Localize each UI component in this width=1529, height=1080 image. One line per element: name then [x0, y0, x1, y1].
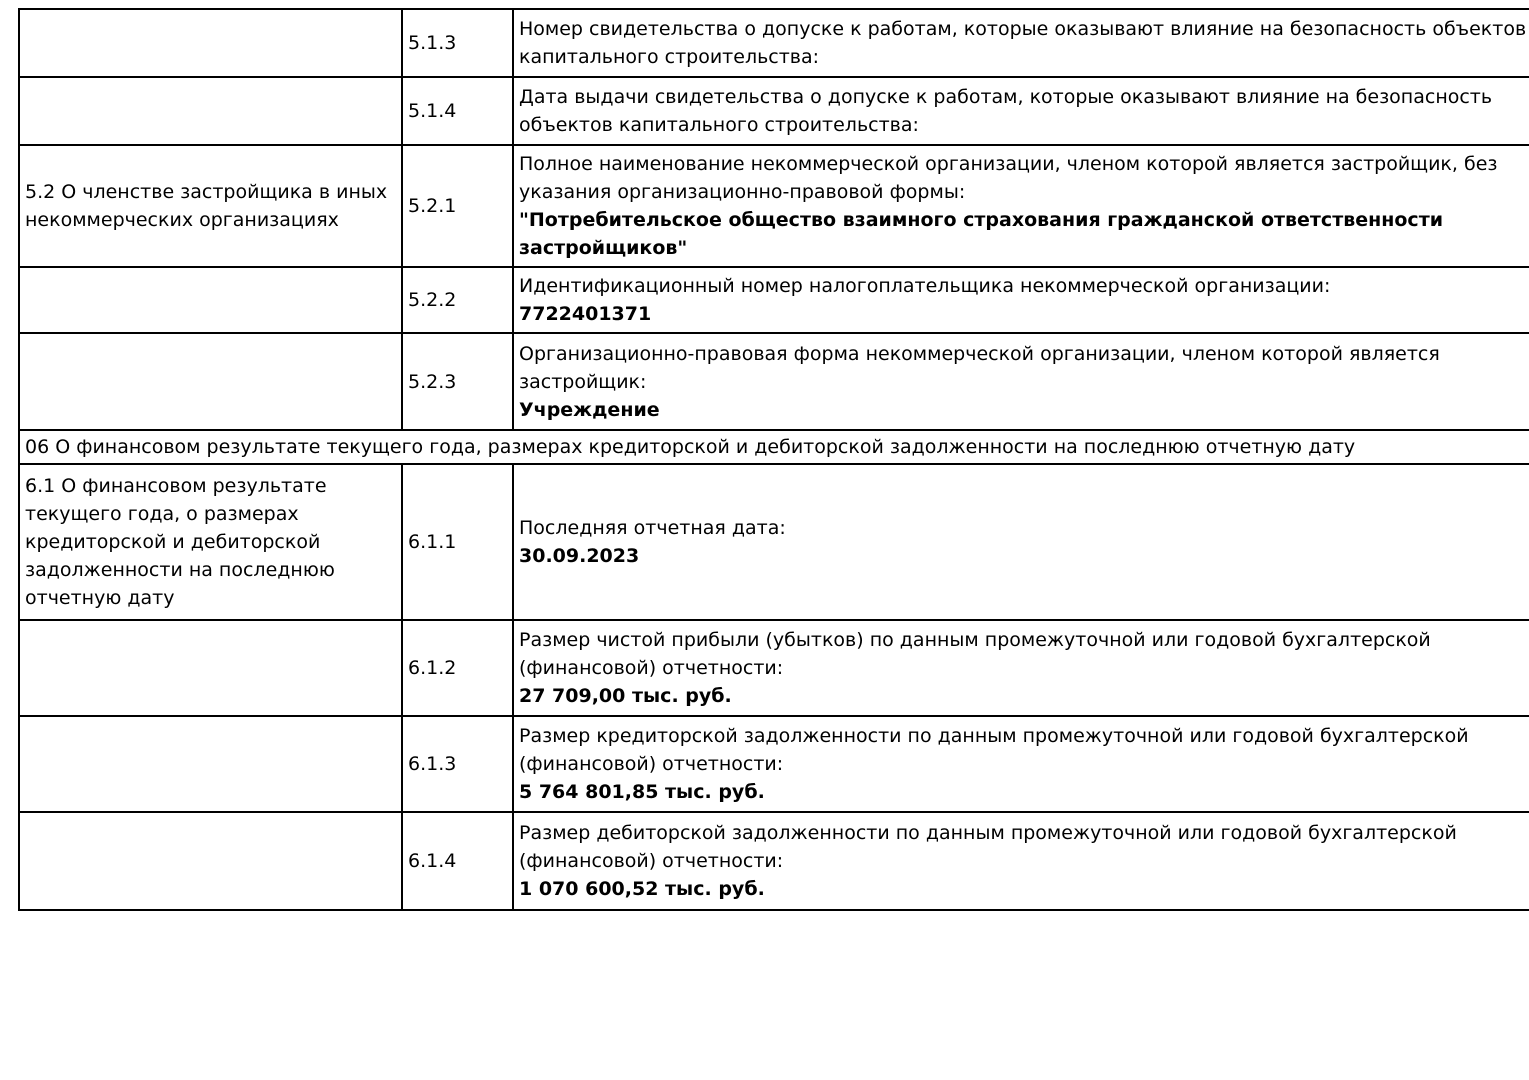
code-cell: 5.1.3	[402, 9, 513, 77]
content-cell	[513, 812, 1529, 910]
field-value: 30.09.2023	[519, 545, 640, 567]
section-cell	[19, 716, 402, 812]
field-label: Размер кредиторской задолженности по данным промежуточной или годовой бухгалтерской (финансовой) отчетности:	[519, 725, 1469, 775]
section-label: 6.1 О финансовом результате текущего года, о размерах кредиторской и дебиторской задолженности на последнюю отчетную дату	[25, 475, 335, 609]
section-cell	[19, 77, 402, 145]
code-cell: 6.1.3	[402, 716, 513, 812]
field-label: Идентификационный номер налогоплательщика некоммерческой организации:	[519, 275, 1331, 297]
field-label: Организационно-правовая форма некоммерческой организации, членом которой является застройщик:	[519, 342, 1440, 393]
field-value: Учреждение	[519, 398, 660, 421]
field-value: 1 070 600,52 тыс. руб.	[519, 878, 765, 900]
content-cell	[513, 716, 1529, 812]
section-cell	[19, 620, 402, 716]
content-cell	[513, 267, 1529, 333]
content-cell	[513, 9, 1529, 77]
section-06-header: 06 О финансовом результате текущего года, размерах кредиторской и дебиторской задолженности на последнюю отчетную дату	[19, 430, 1529, 464]
content-cell	[513, 145, 1529, 267]
field-value: 27 709,00 тыс. руб.	[519, 685, 732, 707]
field-label: Последняя отчетная дата:	[519, 517, 786, 539]
code-cell: 6.1.1	[402, 464, 513, 620]
section-cell	[19, 9, 402, 77]
table-row	[19, 464, 1529, 620]
section-cell	[19, 464, 402, 620]
code-cell: 5.2.3	[402, 333, 513, 430]
section-cell	[19, 333, 402, 430]
table-row	[19, 620, 1529, 716]
content-cell	[513, 620, 1529, 716]
table-row	[19, 77, 1529, 145]
content-cell	[513, 464, 1529, 620]
section-header-row	[19, 430, 1529, 464]
code-cell: 6.1.4	[402, 812, 513, 910]
table-row	[19, 333, 1529, 430]
section-cell	[19, 812, 402, 910]
section-cell	[19, 267, 402, 333]
code-cell: 5.1.4	[402, 77, 513, 145]
content-cell	[513, 333, 1529, 430]
code-cell: 5.2.2	[402, 267, 513, 333]
field-label: Дата выдачи свидетельства о допуске к работам, которые оказывают влияние на безопасность объектов капитального строительства:	[519, 86, 1493, 136]
section-cell	[19, 145, 402, 267]
table-row	[19, 812, 1529, 910]
disclosure-table	[18, 8, 1529, 911]
code-cell: 5.2.1	[402, 145, 513, 267]
table-row	[19, 267, 1529, 333]
field-label: Размер дебиторской задолженности по данным промежуточной или годовой бухгалтерской (финансовой) отчетности:	[519, 822, 1457, 872]
field-label: Полное наименование некоммерческой организации, членом которой является застройщик, без указания организационно-правовой формы:	[519, 153, 1498, 203]
section-label: 5.2 О членстве застройщика в иных некоммерческих организациях	[25, 181, 388, 231]
field-value: "Потребительское общество взаимного страхования гражданской ответственности застройщиков"	[519, 209, 1444, 259]
table-row	[19, 145, 1529, 267]
field-label: Номер свидетельства о допуске к работам, которые оказывают влияние на безопасность объектов капитального строительства:	[519, 18, 1527, 68]
content-cell	[513, 77, 1529, 145]
field-value: 5 764 801,85 тыс. руб.	[519, 781, 765, 803]
code-cell: 6.1.2	[402, 620, 513, 716]
field-value: 7722401371	[519, 303, 652, 325]
table-row	[19, 716, 1529, 812]
field-label: Размер чистой прибыли (убытков) по данным промежуточной или годовой бухгалтерской (финансовой) отчетности:	[519, 629, 1431, 679]
table-row	[19, 9, 1529, 77]
